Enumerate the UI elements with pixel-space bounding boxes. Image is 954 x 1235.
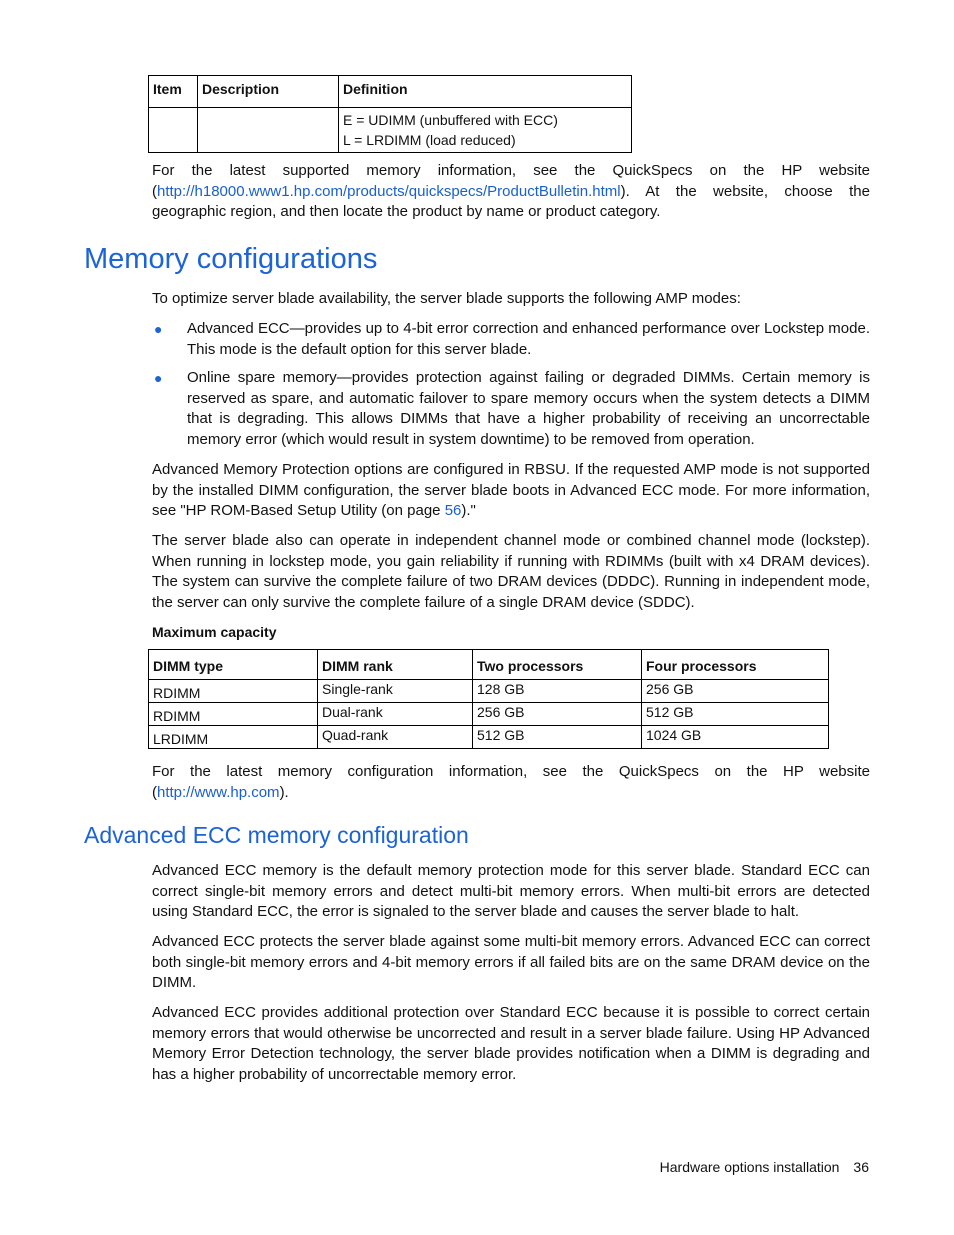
header-two-processors: Two processors [473,650,642,680]
latest-text-end: ). [279,783,289,801]
bullet-icon: ● [154,370,163,386]
maximum-capacity-table [148,649,829,749]
description-cell [198,108,339,153]
header-dimm-rank: DIMM rank [318,650,473,680]
header-definition: Definition [339,76,632,108]
cell-four-processors: 1024 GB [642,726,829,749]
dimm-type-definition-table [148,75,632,153]
intro-text-end: ). At the website, choose the geographic region, and then locate the product by name or product category. [152,182,870,220]
intro-text: For the latest supported memory information, see the QuickSpecs on the HP website ( [152,162,870,200]
cell-two-processors: 256 GB [473,703,642,726]
definition-line-lrdimm: L = LRDIMM (load reduced) [343,132,516,148]
cell-two-processors: 512 GB [473,726,642,749]
latest-text: For the latest memory configuration information, see the QuickSpecs on the HP website ( [152,763,870,801]
header-dimm-type: DIMM type [149,650,318,680]
cell-two-processors: 128 GB [473,680,642,703]
bullet-text-online-spare: Online spare memory—provides protection against failing or degraded DIMMs. Certain memory is reserved as spare, and automatic failover to spare memory occurs when the system detects a DIMM that is degrading. This allows DIMMs that have a higher probability of receiving an uncorrectable memory error (which would result in system downtime) to be removed from operation. [187,369,870,448]
definition-line-udimm: E = UDIMM (unbuffered with ECC) [343,112,558,128]
channel-mode-paragraph: The server blade also can operate in independent channel mode or combined channel mode (lockstep). When running in lockstep mode, you gain reliability if running with RDIMMs (built with x4 DRAM devices). The system can survive the complete failure of two DRAM devices (DDDC). Running in independent mode, the server can only survive the complete failure of a single DRAM device (SDDC). [152,532,870,611]
section-title-memory-configurations: Memory configurations [84,243,378,275]
page-footer [660,1159,869,1175]
advanced-ecc-paragraph-1: Advanced ECC memory is the default memory protection mode for this server blade. Standard ECC can correct single-bit memory errors and detect multi-bit memory errors. When multi-bit errors are detected using Standard ECC, the error is signaled to the server blade and causes the server blade to halt. [152,862,870,920]
amp-text: Advanced Memory Protection options are configured in RBSU. If the requested AMP mode is not supported by the installed DIMM configuration, the server blade boots in Advanced ECC mode. For more information, see "HP ROM-Based Setup Utility (on page [152,461,870,519]
footer-section-title: Hardware options installation [659,1159,840,1175]
header-description: Description [198,76,339,108]
table-header-row [149,76,632,108]
cell-four-processors: 512 GB [642,703,829,726]
item-cell [149,108,198,153]
table-row [149,703,829,726]
advanced-ecc-paragraph-3: Advanced ECC provides additional protection over Standard ECC because it is possible to correct certain memory errors that would otherwise be uncorrected and result in a server blade failure. Using HP Advanced Memory Error Detection technology, the server blade provides notification when a DIMM is degrading and has a higher probability of uncorrectable memory error. [152,1004,870,1083]
amp-options-paragraph [152,460,870,522]
amp-text-end: )." [461,502,476,519]
cell-dimm-rank: Quad-rank [318,726,473,749]
amp-lead-paragraph: To optimize server blade availability, the server blade supports the following AMP modes: [152,290,741,307]
table-caption: Maximum capacity [152,624,277,640]
list-item [152,319,870,360]
list-item [152,368,870,450]
bullet-text-advanced-ecc: Advanced ECC—provides up to 4-bit error correction and enhanced performance over Lockstep mode. This mode is the default option for this server blade. [187,320,870,358]
cell-dimm-rank: Single-rank [318,680,473,703]
page-56-link[interactable]: 56 [444,502,462,519]
section-title-advanced-ecc: Advanced ECC memory configuration [84,822,469,848]
cell-dimm-type: RDIMM [149,680,318,703]
hp-website-link[interactable]: http://www.hp.com [157,783,280,801]
amp-modes-list [152,319,870,458]
latest-config-paragraph [152,762,870,803]
bullet-icon: ● [154,321,163,337]
cell-dimm-type: LRDIMM [149,726,318,749]
table-row [149,680,829,703]
header-item: Item [149,76,198,108]
definition-cell [339,108,632,153]
intro-paragraph [152,161,870,223]
cell-four-processors: 256 GB [642,680,829,703]
table-row [149,108,632,153]
page-number: 36 [853,1159,869,1175]
advanced-ecc-paragraph-2: Advanced ECC protects the server blade against some multi-bit memory errors. Advanced ECC can correct both single-bit memory errors and 4-bit memory errors if all failed bits are on the same DRAM device on the DIMM. [152,933,870,991]
header-four-processors: Four processors [642,650,829,680]
cell-dimm-rank: Dual-rank [318,703,473,726]
table-header-row [149,650,829,680]
quickspecs-bulletin-link[interactable]: http://h18000.www1.hp.com/products/quickspecs/ProductBulletin.html [157,182,621,200]
cell-dimm-type: RDIMM [149,703,318,726]
table-row [149,726,829,749]
